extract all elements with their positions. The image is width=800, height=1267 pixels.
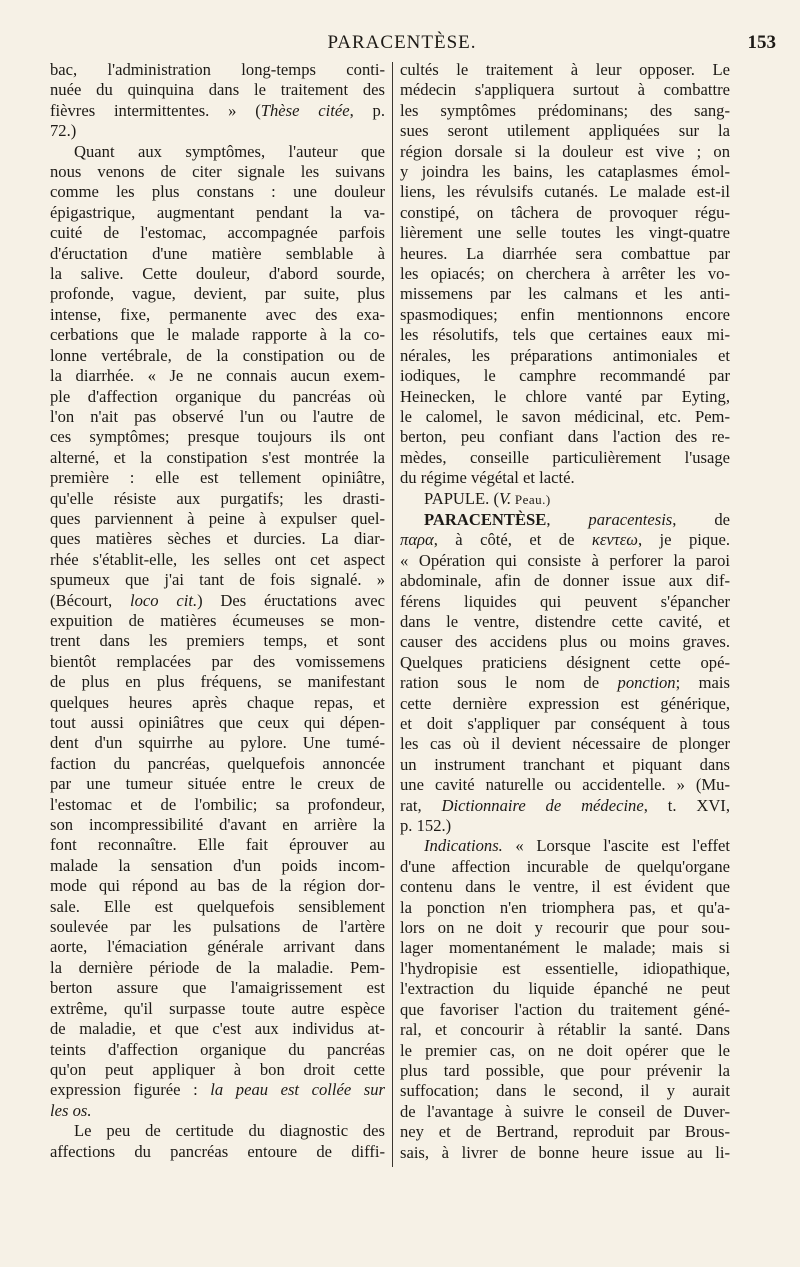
text-line: d'éructation d'une matière semblable à [50,243,385,263]
text-line: que favoriser l'action du traitement géné- [400,999,730,1019]
text-line: cette dernière expression est générique, [400,693,730,713]
text-line: médecin s'appliquera surtout à combattre [400,80,730,100]
page-number: 153 [747,32,776,53]
paragraph-start: Quant aux symptômes, l'auteur que [74,141,385,161]
text-line: liens, les révulsifs cutanés. Le malade est-il [400,182,730,202]
text-line: de plus en plus fréquens, se manifestant [50,672,385,692]
text-line: sale. Elle est quelquefois sensiblement [50,896,385,916]
text-line: rhée s'établit-elle, les selles ont cet aspect [50,549,385,569]
text-line: une cavité naturelle ou accidentelle. » (Mu- [400,775,730,795]
text-line: comme les plus constans : une douleur [50,182,385,202]
text-line: dent d'un squirrhe au pylore. Une tumé- [50,733,385,753]
text-line: y joindra les bains, les cataplasmes émol- [400,162,730,182]
text-line: qu'elle résiste aux purgatifs; les drasti- [50,488,385,508]
text-line: lors on ne doit y recourir que pour sou- [400,918,730,938]
text-line: expression figurée : la peau est collée sur [50,1080,386,1100]
text-line: sues seront utilement appliquées sur la [400,121,730,141]
text-line: du régime végétal et lacté. [400,468,575,488]
quote-italic: la peau est collée sur [210,1080,386,1100]
text-line: berton assure que l'amaigrissement est [50,978,385,998]
text-line: nous venons de citer signale les suivans [50,162,385,182]
text-line: berton, peu confiant dans l'action des re- [400,427,730,447]
text-line: ple d'affection organique du pancréas où [50,386,385,406]
text-line: la salive. Cette douleur, d'abord sourde, [50,264,385,284]
text-line: quelques heures après chaque repas, et [50,692,385,712]
text-line: région dorsale si la douleur est vive ; on [400,141,730,161]
text-line: (Bécourt, loco cit.) Des éructations avec [50,590,385,610]
text-line: première : elle est tellement opiniâtre, [50,468,385,488]
text-line: par une tumeur située entre le creux de [50,774,385,794]
text-line: Quelques praticiens désignent cette opé- [400,652,730,672]
text-line: lièrement une selle toutes les vingt-quatre [400,223,730,243]
subheading-indications: Indications. « Lorsque l'ascite est l'effet [424,836,730,856]
text-line: qu'on peut appliquer à bon droit cette [50,1059,385,1079]
text-line: l'on n'ait pas observé l'un ou l'autre de [50,406,385,426]
text-line: font reconnaître. Elle fait éprouver au [50,835,385,855]
running-head-title: PARACENTÈSE. [327,32,477,53]
text-line: nuée du quinquina dans le traitement des [50,80,385,100]
text-line: sais, à livrer de bonne heure issue au li- [400,1142,730,1162]
text-line: le calomel, le savon médicinal, etc. Pem- [400,406,730,426]
text-line: ney et de Bertrand, reproduit par Brous- [400,1122,730,1142]
greek-term: κεντεω [591,530,638,550]
text-line: les cas où il devient nécessaire de plonger [400,734,730,754]
text-line: cerbations que le malade rapporte à la co- [50,325,385,345]
text-line: le premier cas, on ne doit opérer que le [400,1040,730,1060]
column-divider [392,62,393,1167]
text-line: épigastrique, augmentant pendant la va- [50,202,385,222]
text-line: dans le ventre, distendre cette cavité, et [400,611,730,631]
entry-papule: PAPULE. (V. Peau.) [424,488,551,508]
text-line: cultés le traitement à leur opposer. Le [400,60,730,79]
text-line: spasmodiques; enfin mentionnons encore [400,304,730,324]
text-line: extrême, qu'il surpasse toute autre espèce [50,998,385,1018]
text-line: intense, fixe, permanente avec des exa- [50,304,385,324]
text-line: l'hydropisie est essentielle, idiopathique, [400,958,730,978]
text-line: nérales, les préparations antimoniales et [400,345,730,365]
quote-italic-end: les os. [50,1100,92,1120]
text-line: d'une affection incurable de quelqu'organe [400,856,730,876]
text-line: plus tard possible, que pour prévenir la [400,1060,730,1080]
text-line: p. 152.) [400,816,452,836]
citation-italic: Thèse citée [260,100,350,120]
text-line: contenu dans le ventre, il est évident que [400,877,730,897]
text-line: lonne vertébrale, de la constipation ou de [50,345,385,365]
citation-italic: Dictionnaire de médecine [441,795,644,815]
text-line: παρα, à côté, et de κεντεω, je pique. [400,530,730,550]
text-line: bac, l'administration long-temps conti- [50,60,385,79]
text-line: la diarrhée. « Je ne connais aucun exem- [50,366,385,386]
text-line: de l'avantage à suivre le conseil de Duver- [400,1101,730,1121]
text-line: cuité de l'estomac, accompagnée parfois [50,223,385,243]
text-line: expuition de matières écumeuses se mon- [50,610,385,630]
text-line: iodiques, le camphre recommandé par [400,366,730,386]
text-line: ques parviennent à peine à expulser quel- [50,508,385,528]
text-line: faction du pancréas, quelquefois annoncée [50,753,385,773]
text-line: heures. La diarrhée sera combattue par [400,243,730,263]
entry-heading-paracentese: PARACENTÈSE, paracentesis, de [424,509,730,529]
text-line: la ponction n'en triomphera pas, et qu'a- [400,897,730,917]
text-line: soulevée par les pulsations de l'artère [50,917,385,937]
left-column [50,60,385,1162]
text-line: ces symptômes; presque toujours ils ont [50,427,385,447]
text-line: rat, Dictionnaire de médecine, t. XVI, [400,795,730,815]
text-line: un instrument tranchant et piquant dans [400,754,730,774]
text-line: son incompressibilité d'avant en arrière la [50,815,385,835]
text-line: missemens par les calmans et les anti- [400,284,730,304]
text-line: l'extraction du liquide épanché ne peut [400,979,730,999]
text-line: la dernière période de la maladie. Pem- [50,957,385,977]
text-line: ration sous le nom de ponction; mais [400,673,730,693]
text-line: profonde, vague, devient, par suite, plus [50,284,385,304]
text-line: affections du pancréas entoure de diffi- [50,1141,385,1161]
text-line: ral, et concourir à rétablir la santé. Dans [400,1020,730,1040]
text-line: constipé, on tâchera de provoquer régu- [400,202,730,222]
text-line: Heinecken, le chlore vanté par Eyting, [400,386,730,406]
running-head [54,32,790,62]
text-line: les résolutifs, tels que certaines eaux mi- [400,325,730,345]
text-line: alterné, et la constipation s'est montrée la [50,447,385,467]
text-line: bientôt remplacées par des vomissemens [50,651,385,671]
greek-term: παρα [400,530,434,550]
entry-headword: PARACENTÈSE [424,509,547,529]
text-line: spumeux que j'ai tant de fois signalé. » [50,570,385,590]
text-line: mode qui répond au bas de la région dor- [50,876,385,896]
text-line: férens liquides qui peuvent s'épancher [400,591,730,611]
text-line: aorte, l'émaciation générale arrivant dans [50,937,385,957]
text-line: l'estomac et de l'ombilic; sa profondeur, [50,794,385,814]
text-line: trent dans les premiers temps, et sont [50,631,385,651]
text-line: lager momentanément le malade; mais si [400,938,730,958]
citation-italic: loco cit. [130,590,198,610]
text-line: teints d'affection organique du pancréas [50,1039,385,1059]
text-line: ques matières sèches et durcies. La diar- [50,529,385,549]
text-line: suffocation; dans le second, il y aurait [400,1081,730,1101]
text-line: tout aussi opiniâtres que ceux qui dépen- [50,713,385,732]
text-line: de maladie, et que c'est aux individus at- [50,1019,385,1039]
text-line: « Opération qui consiste à perforer la paroi [400,550,730,570]
paragraph-start: Le peu de certitude du diagnostic des [74,1121,385,1141]
text-line: mèdes, conseille particulièrement l'usage [400,447,730,467]
text-line: et doit s'appliquer par conséquent à tous [400,714,730,733]
text-line: fièvres intermittentes. » (Thèse citée, p. [50,100,385,120]
text-line: les opiacés; on cherchera à arrêter les vo- [400,264,730,284]
text-line: malade la sensation d'un poids incom- [50,855,385,875]
text-line: causer des accidens plus ou moins graves. [400,632,730,652]
right-column [400,60,730,1163]
text-line: abdominale, afin de donner issue aux dif- [400,571,730,591]
text-line: les symptômes prédominans; des sang- [400,100,730,120]
text-line: 72.) [50,121,77,141]
latin-term: paracentesis [588,509,673,529]
